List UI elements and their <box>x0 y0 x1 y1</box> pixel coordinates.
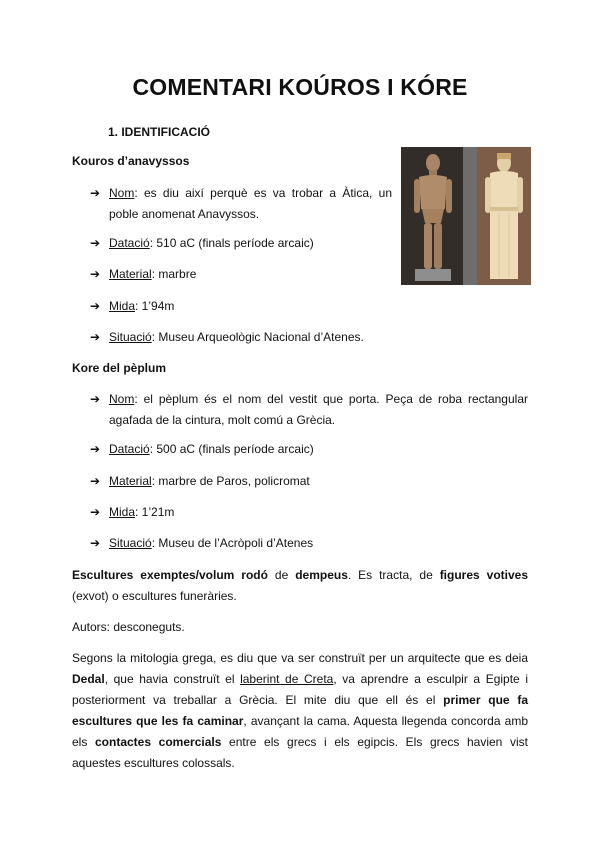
bold-text: Dedal <box>72 672 105 686</box>
item-text: : el pèplum és el nom del vestit que porta. Peça de roba rectangular agafada de la cintura, molt comú a Grècia. <box>109 392 528 427</box>
item-text: : marbre de Paros, policromat <box>151 474 310 488</box>
item-label: Nom <box>109 186 135 200</box>
item-text: : 510 aC (finals període arcaic) <box>149 236 314 250</box>
item-label: Mida <box>109 505 136 519</box>
bold-text: Escultures exemptes/volum rodó <box>72 568 268 582</box>
kouros-item-datacio <box>90 233 528 254</box>
item-label: Material <box>109 474 152 488</box>
arrow-icon: ➔ <box>90 474 101 488</box>
arrow-icon: ➔ <box>90 505 101 519</box>
item-label: Material <box>109 267 152 281</box>
kouros-item-situacio <box>90 327 528 348</box>
text: entre els grecs i els egipcis. Els grecs havien vist aquestes escultures colossals. <box>72 735 528 770</box>
arrow-icon: ➔ <box>90 267 101 281</box>
arrow-icon: ➔ <box>90 536 101 550</box>
section-heading: 1. IDENTIFICACIÓ <box>108 125 211 139</box>
kore-item-material <box>90 471 528 492</box>
item-text: : 500 aC (finals període arcaic) <box>149 442 314 456</box>
item-label: Datació <box>109 236 150 250</box>
bold-text: dempeus <box>295 568 348 582</box>
item-label: Nom <box>109 392 135 406</box>
arrow-icon: ➔ <box>90 236 101 250</box>
paragraph-autors: Autors: desconeguts. <box>72 620 185 634</box>
item-text: : 1’21m <box>135 505 175 519</box>
kore-item-mida <box>90 502 528 523</box>
arrow-icon: ➔ <box>90 442 101 456</box>
text: Segons la mitologia grega, es diu que va ser construït per un arquitecte que es deia <box>72 651 528 665</box>
kouros-heading: Kouros d’anavyssos <box>72 154 190 168</box>
arrow-icon: ➔ <box>90 186 101 200</box>
bold-text: contactes comercials <box>95 735 222 749</box>
item-text: : Museu de l’Acròpoli d’Atenes <box>151 536 314 550</box>
kouros-item-mida <box>90 296 528 317</box>
paragraph-escultures <box>72 565 528 607</box>
kouros-item-nom <box>90 183 392 225</box>
kore-item-datacio <box>90 439 528 460</box>
text: , avançant la cama. Aquesta llegenda concorda amb els <box>72 714 528 749</box>
item-text: : marbre <box>151 267 197 281</box>
paragraph-mitologia <box>72 648 528 774</box>
item-label: Situació <box>109 330 152 344</box>
bold-text: figures votives <box>439 568 528 582</box>
arrow-icon: ➔ <box>90 299 101 313</box>
item-text: : 1’94m <box>135 299 175 313</box>
kore-heading: Kore del pèplum <box>72 361 167 375</box>
kouros-item-material <box>90 264 528 285</box>
page-title: COMENTARI KOÚROS I KÓRE <box>132 74 468 100</box>
arrow-icon: ➔ <box>90 330 101 344</box>
kore-item-nom <box>90 389 528 431</box>
arrow-icon: ➔ <box>90 392 101 406</box>
item-label: Situació <box>109 536 152 550</box>
text: , va aprendre a esculpir a Egipte i posteriorment va treballar a Grècia. El mite diu que ell és el <box>72 672 528 707</box>
item-label: Datació <box>109 442 150 456</box>
item-label: Mida <box>109 299 136 313</box>
text: . Es tracta, de <box>347 568 440 582</box>
text: (exvot) o escultures funeràries. <box>72 589 237 603</box>
text: , que havia construït el <box>104 672 241 686</box>
text: de <box>267 568 296 582</box>
item-text: : Museu Arqueològic Nacional d’Atenes. <box>151 330 364 344</box>
underlined-text: laberint de Creta <box>240 672 334 686</box>
item-text: : es diu així perquè es va trobar a Àtica, un poble anomenat Anavyssos. <box>109 186 392 221</box>
bold-text: primer que fa escultures que les fa caminar <box>72 693 528 728</box>
kore-item-situacio <box>90 533 528 554</box>
